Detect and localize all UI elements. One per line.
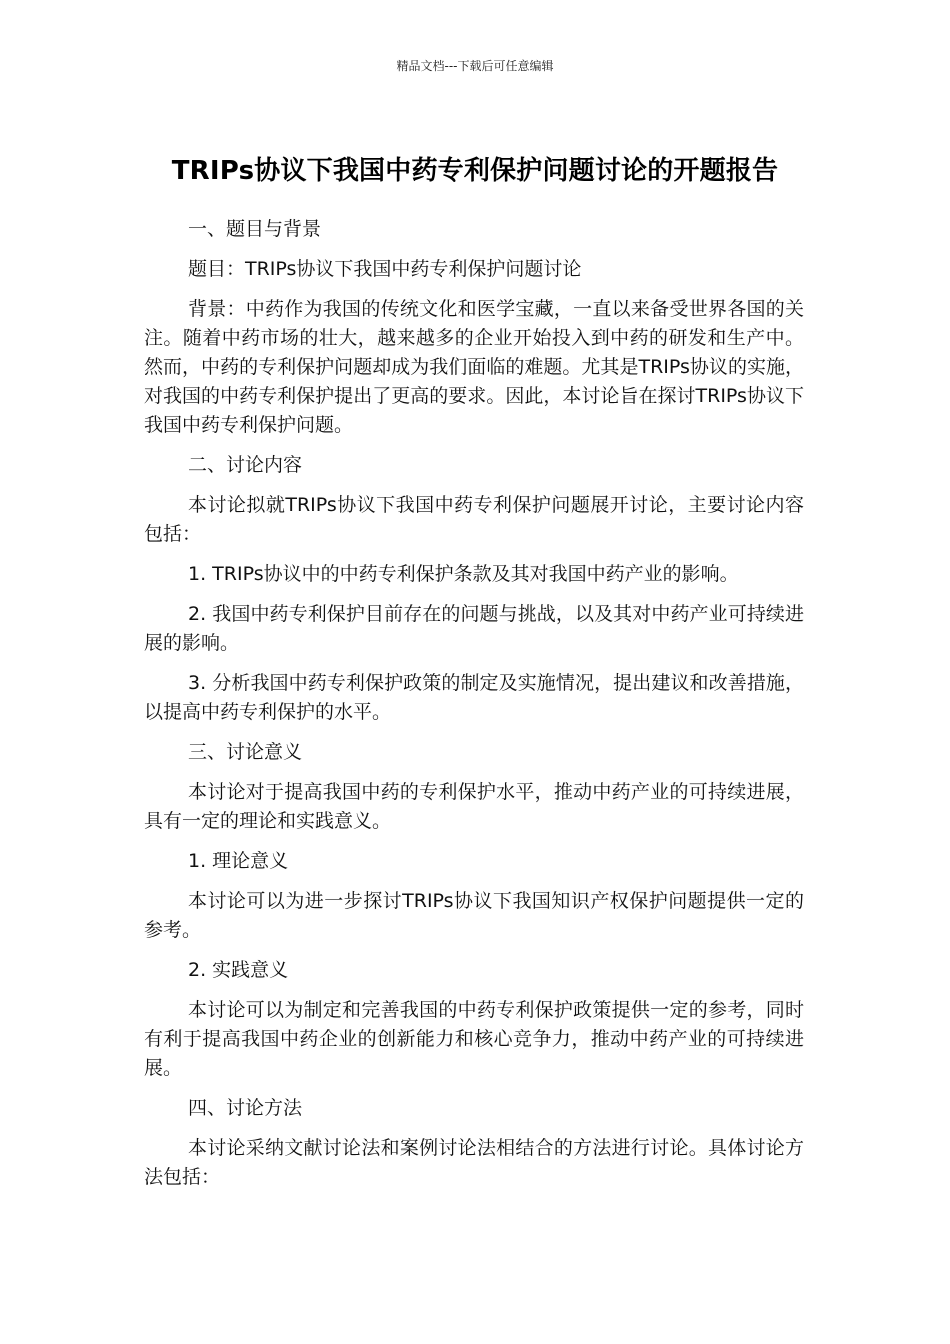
topic-paragraph: 题目：TRIPs协议下我国中药专利保护问题讨论 (188, 258, 582, 280)
subheading-practical-significance: 2. 实践意义 (188, 959, 289, 981)
section-heading-methods: 四、讨论方法 (188, 1097, 303, 1119)
background-paragraph: 背景：中药作为我国的传统文化和医学宝藏，一直以来备受世界各国的关注。随着中药市场的壮大，越来越多的企业开始投入到中药的研发和生产中。然而，中药的专利保护问题却成为我们面临的难题。尤其是TRIPs协议的实施，对我国的中药专利保护提出了更高的要求。因此，本讨论旨在探讨TRIPs协议下我国中药专利保护问题。 (144, 298, 804, 436)
content-item-3: 3. 分析我国中药专利保护政策的制定及实施情况，提出建议和改善措施，以提高中药专利保护的水平。 (144, 672, 804, 723)
content-intro-paragraph: 本讨论拟就TRIPs协议下我国中药专利保护问题展开讨论，主要讨论内容包括： (144, 494, 804, 545)
page-header: 精品文档---下载后可任意编辑 (396, 59, 554, 73)
content-item-1: 1. TRIPs协议中的中药专利保护条款及其对我国中药产业的影响。 (188, 563, 739, 585)
practical-significance-paragraph: 本讨论可以为制定和完善我国的中药专利保护政策提供一定的参考，同时有利于提高我国中药企业的创新能力和核心竞争力，推动中药产业的可持续进展。 (144, 999, 804, 1079)
document-title: TRIPs协议下我国中药专利保护问题讨论的开题报告 (171, 156, 779, 187)
methods-paragraph: 本讨论采纳文献讨论法和案例讨论法相结合的方法进行讨论。具体讨论方法包括： (144, 1137, 804, 1188)
section-heading-topic-background: 一、题目与背景 (188, 218, 322, 240)
section-heading-content: 二、讨论内容 (188, 454, 303, 476)
subheading-theoretical-significance: 1. 理论意义 (188, 850, 289, 872)
content-item-2: 2. 我国中药专利保护目前存在的问题与挑战，以及其对中药产业可持续进展的影响。 (144, 603, 804, 654)
section-heading-significance: 三、讨论意义 (188, 741, 303, 763)
significance-paragraph: 本讨论对于提高我国中药的专利保护水平，推动中药产业的可持续进展，具有一定的理论和实践意义。 (144, 781, 804, 832)
theoretical-significance-paragraph: 本讨论可以为进一步探讨TRIPs协议下我国知识产权保护问题提供一定的参考。 (144, 890, 804, 941)
document-body (144, 215, 804, 1203)
